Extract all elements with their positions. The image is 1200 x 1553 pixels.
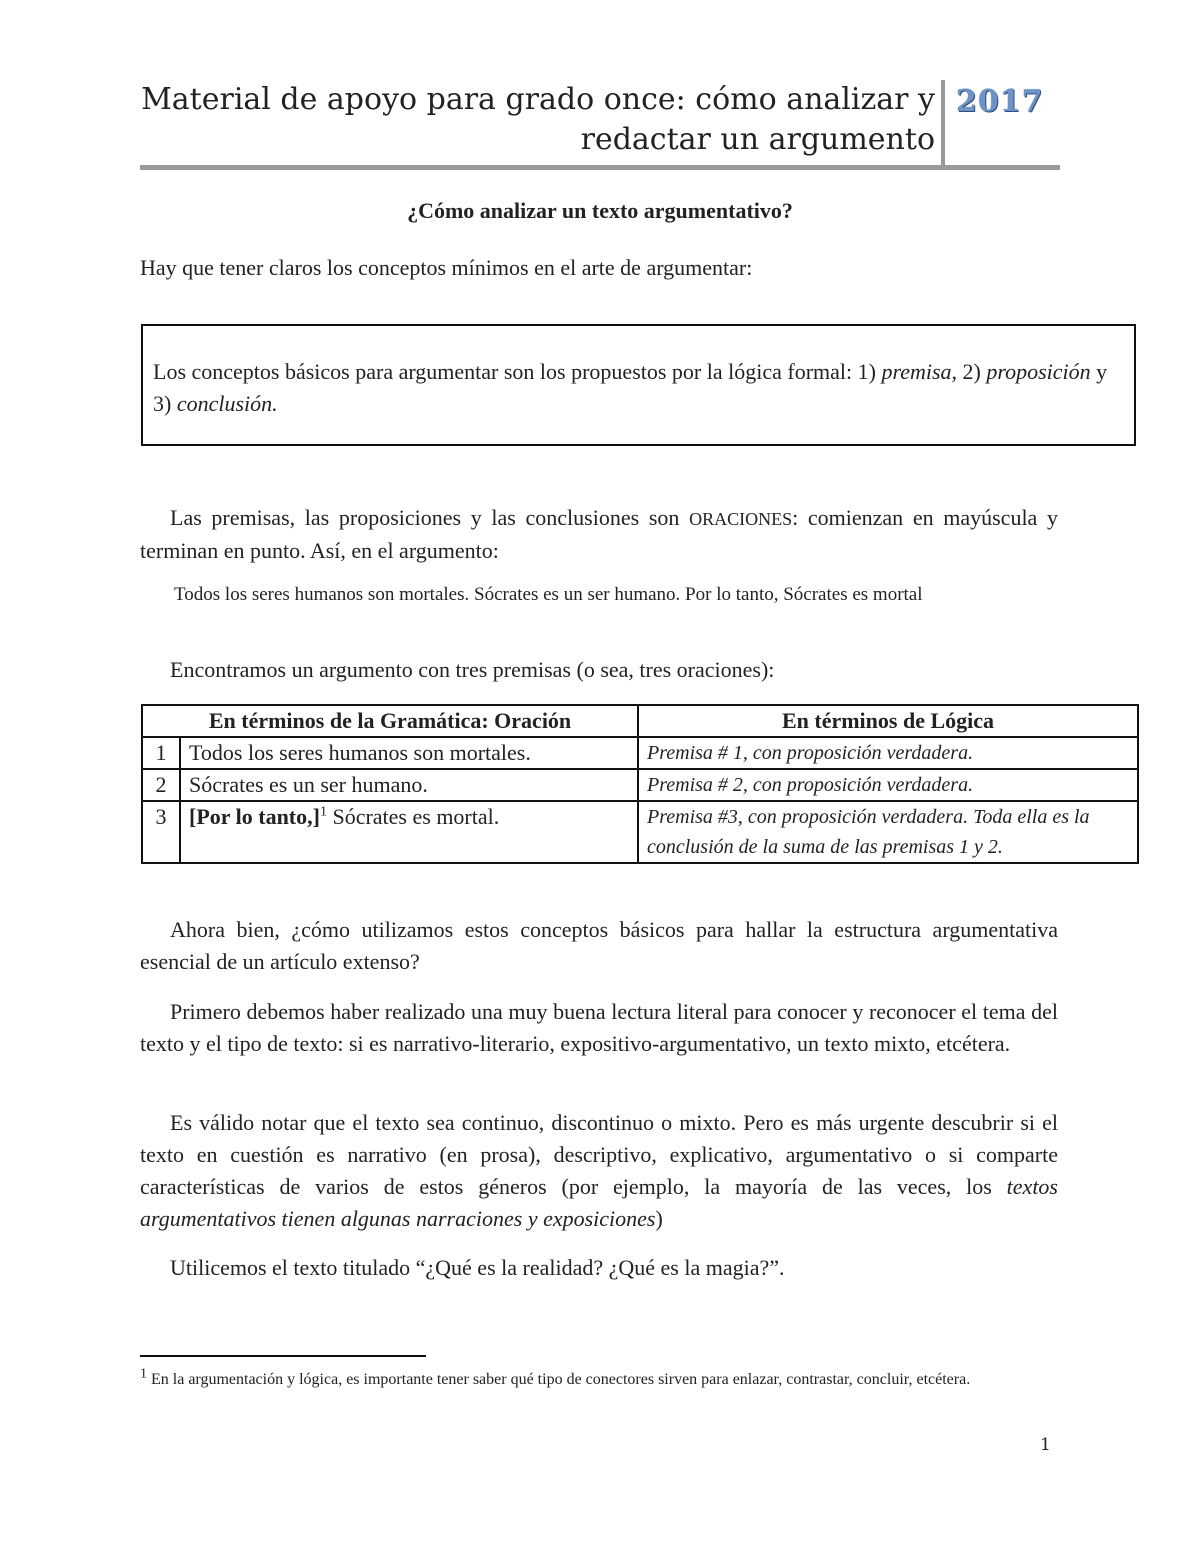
row-sentence <box>180 801 638 863</box>
row-connector: [Por lo tanto,] <box>189 804 320 829</box>
paragraph-valido <box>140 1107 1058 1235</box>
argument-table <box>141 704 1139 864</box>
paragraph-oraciones-smallcaps: ORACIONES <box>689 509 793 529</box>
footnote <box>140 1368 1060 1392</box>
header-year: 2017 <box>956 84 1044 119</box>
premises-intro: Encontramos un argumento con tres premisas (o sea, tres oraciones): <box>170 657 775 682</box>
paragraph-valido-italic: textos argumentativos tienen algunas narraciones y exposiciones <box>140 1174 1058 1231</box>
paragraph-oraciones-before: Las premisas, las proposiciones y las conclusiones son <box>170 505 690 530</box>
example-argument: Todos los seres humanos son mortales. Sócrates es un ser humano. Por lo tanto, Sócrates es mortal <box>174 584 923 605</box>
concept-term-proposicion: proposición <box>986 359 1091 384</box>
paragraph-ahora: Ahora bien, ¿cómo utilizamos estos conceptos básicos para hallar la estructura argumentativa esencial de un artículo extenso? <box>140 917 1058 974</box>
concept-box-text-mid1: 2) <box>957 359 987 384</box>
concept-term-conclusion: conclusión. <box>176 391 278 416</box>
paragraph-oraciones-after: : comienzan en mayúscula y terminan en punto. Así, en el argumento: <box>140 505 1058 563</box>
paragraph-valido-close: ) <box>655 1206 663 1231</box>
concept-box <box>141 324 1136 446</box>
table-row <box>142 801 1138 863</box>
paragraph-oraciones <box>140 502 1058 567</box>
table-row <box>142 769 1138 801</box>
concept-term-premisa: premisa, <box>881 359 958 384</box>
document-title-line-1: Material de apoyo para grado once: cómo analizar y <box>141 82 935 117</box>
row-number: 3 <box>142 801 180 863</box>
header-divider-horizontal <box>140 165 1060 170</box>
intro-text: Hay que tener claros los conceptos mínimos en el arte de argumentar: <box>140 255 753 280</box>
row-logic: Premisa # 2, con proposición verdadera. <box>638 769 1138 801</box>
footnote-separator <box>140 1355 426 1357</box>
table-header-row <box>142 705 1138 737</box>
row-sentence: Sócrates es un ser humano. <box>180 769 638 801</box>
document-title-line-2: redactar un argumento <box>580 122 935 157</box>
concept-box-text: Los conceptos básicos para argumentar son los propuestos por la lógica formal: 1) <box>153 359 882 384</box>
footnote-marker: 1 <box>140 1366 147 1382</box>
footnote-text: En la argumentación y lógica, es importante tener saber qué tipo de conectores sirven para enlazar, contrastar, concluir, etcétera. <box>147 1371 971 1388</box>
header-divider-vertical <box>941 80 945 168</box>
paragraph-primero: Primero debemos haber realizado una muy buena lectura literal para conocer y reconocer el tema del texto y el tipo de texto: si es narrativo-literario, expositivo-argumentativo, un texto mixto, etcétera. <box>140 999 1058 1056</box>
row-number: 1 <box>142 737 180 769</box>
footnote-reference[interactable]: 1 <box>319 804 327 820</box>
row-sentence-text: Sócrates es mortal. <box>326 804 500 829</box>
paragraph-valido-text: Es válido notar que el texto sea continuo, discontinuo o mixto. Pero es más urgente descubrir si el texto en cuestión es narrativo (en prosa), descriptivo, explicativo, argumentativo o si comparte características de varios de estos géneros (por ejemplo, la mayoría de las veces, los <box>140 1110 1058 1199</box>
table-header-logic: En términos de Lógica <box>638 705 1138 737</box>
document-title <box>140 80 935 160</box>
page-number: 1 <box>1040 1435 1051 1455</box>
concept-box-text-mid2: y 3) <box>153 359 1108 416</box>
row-number: 2 <box>142 769 180 801</box>
table-row <box>142 737 1138 769</box>
section-heading: ¿Cómo analizar un texto argumentativo? <box>407 198 793 223</box>
row-logic: Premisa #3, con proposición verdadera. Toda ella es la conclusión de la suma de las premisas 1 y 2. <box>638 801 1138 863</box>
paragraph-utilicemos: Utilicemos el texto titulado “¿Qué es la realidad? ¿Qué es la magia?”. <box>170 1255 785 1280</box>
row-logic: Premisa # 1, con proposición verdadera. <box>638 737 1138 769</box>
row-sentence: Todos los seres humanos son mortales. <box>180 737 638 769</box>
table-header-grammar: En términos de la Gramática: Oración <box>142 705 638 737</box>
